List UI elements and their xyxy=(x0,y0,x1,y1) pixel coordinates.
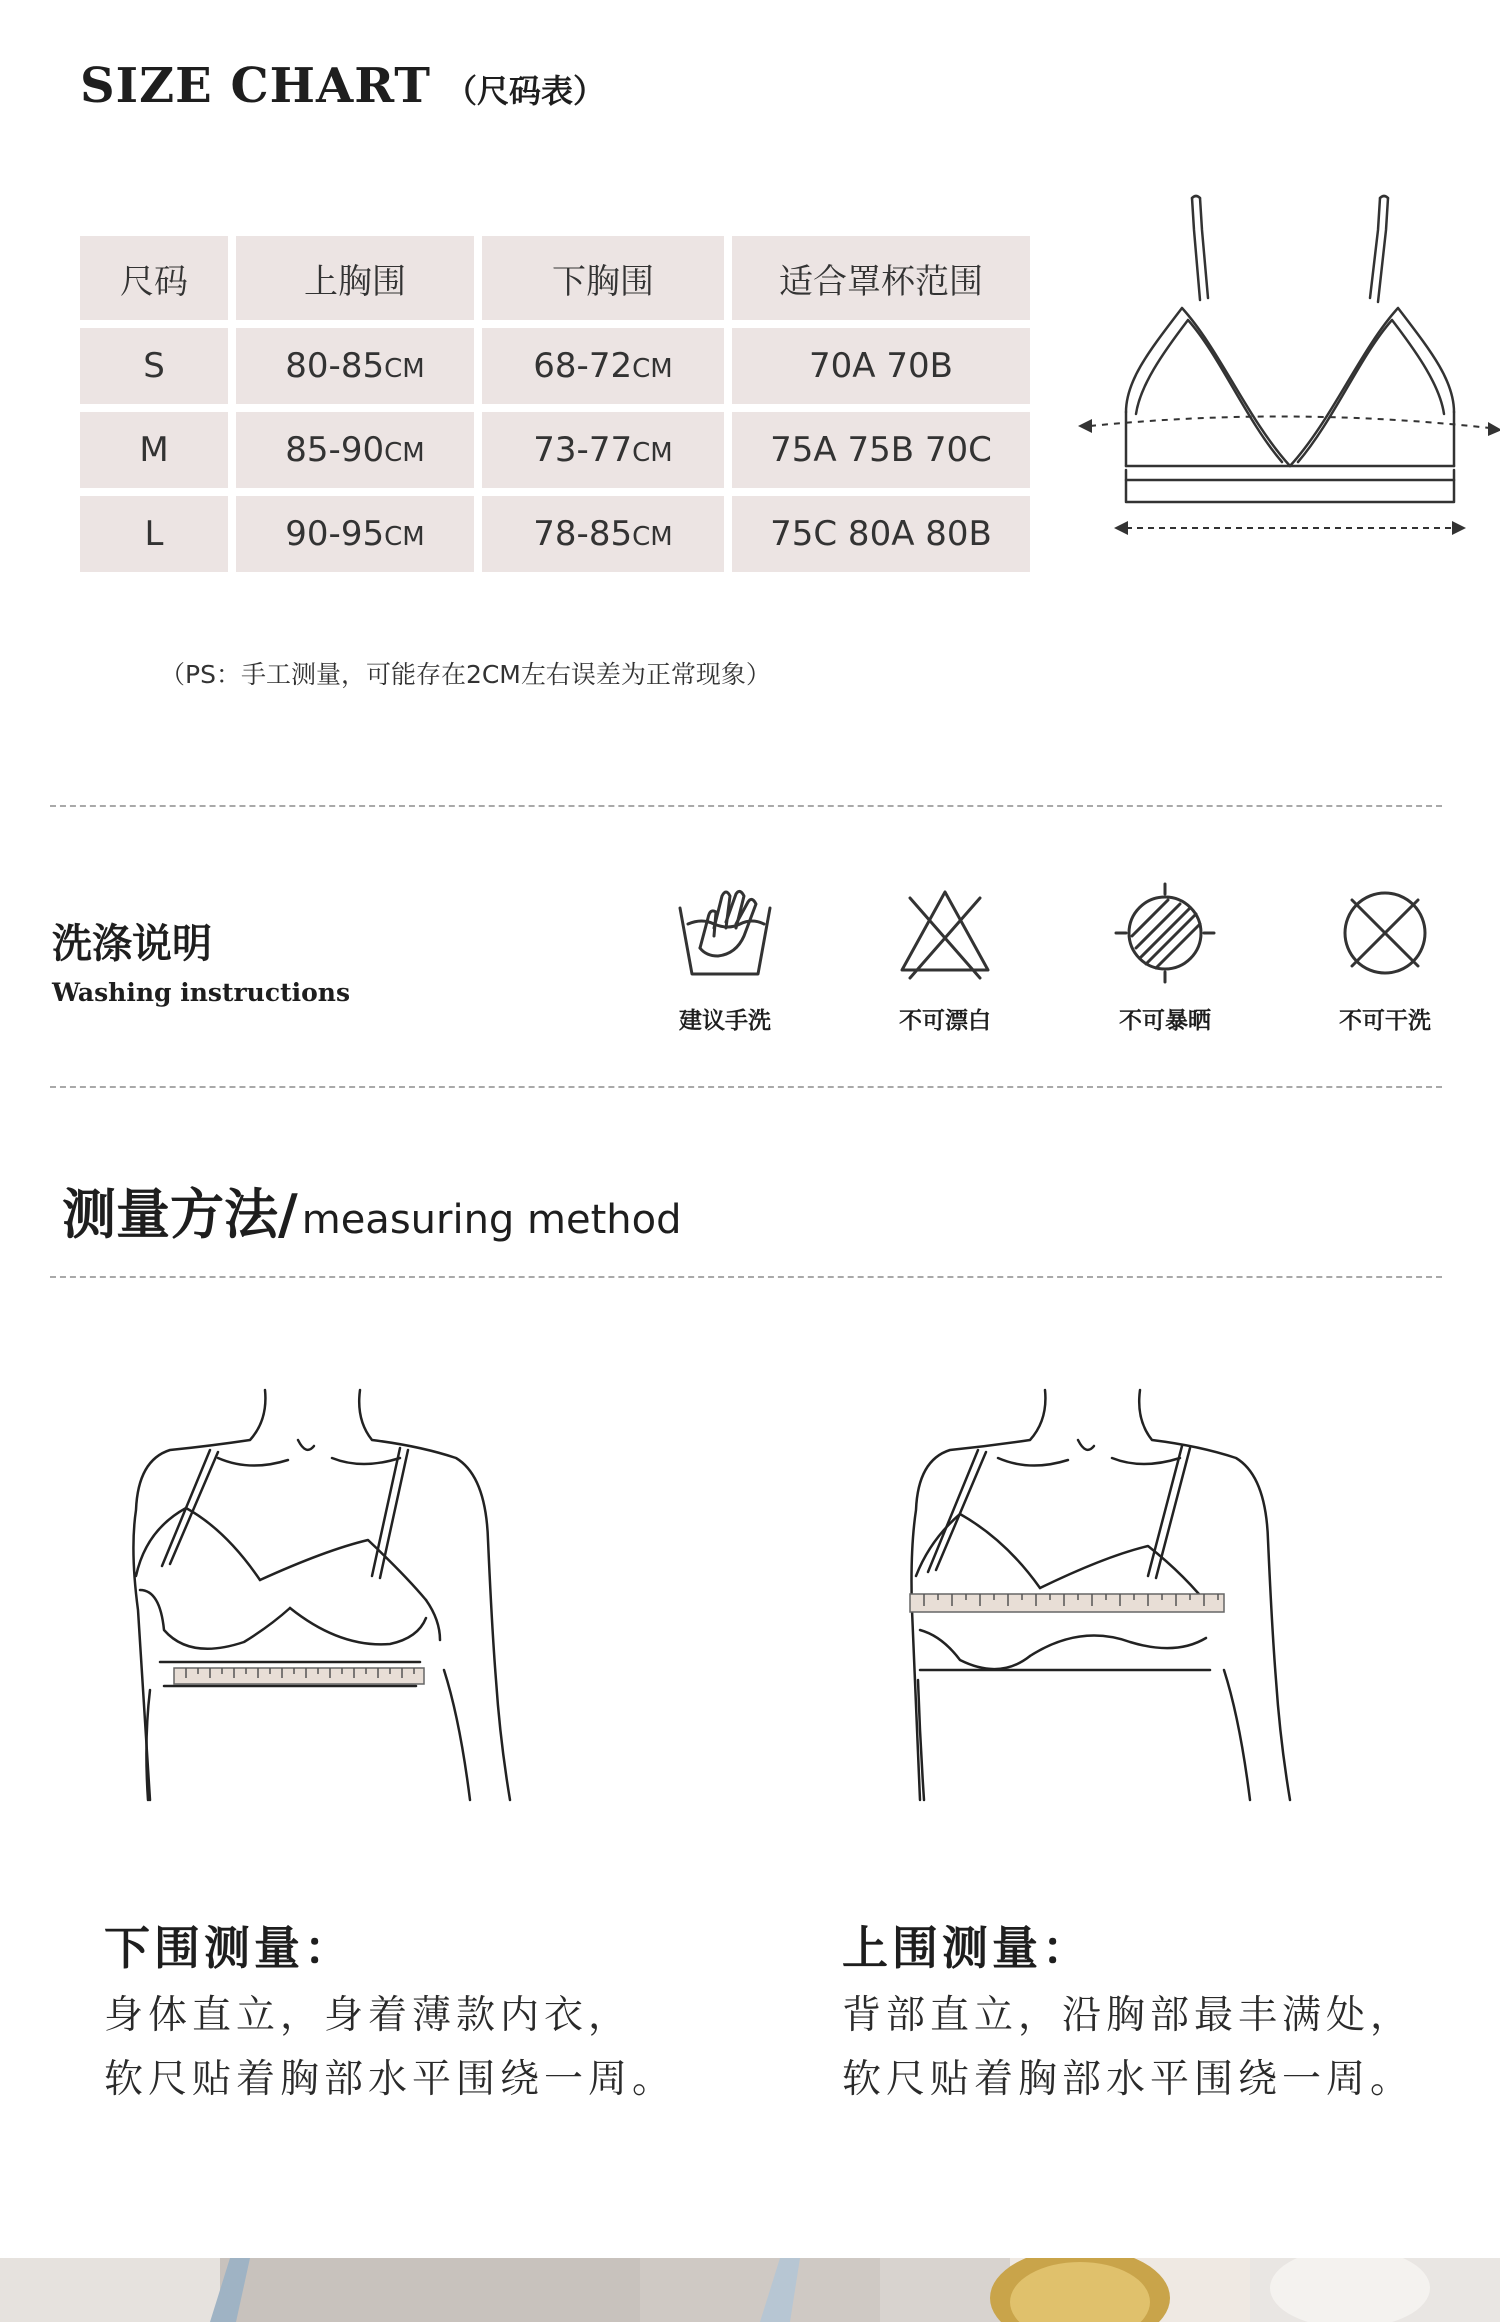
size-cell: S xyxy=(80,328,228,404)
size-chart-subtitle: （尺码表） xyxy=(445,72,606,110)
cup-range-cell: 70A 70B xyxy=(732,328,1030,404)
under-bust-value: 73-77 xyxy=(533,430,633,470)
unit-label: CM xyxy=(384,522,425,552)
under-bust-step-title: 下围测量： xyxy=(104,1921,354,1975)
wash-item-hand-wash xyxy=(640,878,810,1035)
table-row xyxy=(80,412,1030,488)
measuring-title-en: measuring method xyxy=(301,1197,682,1243)
wash-label: 建议手洗 xyxy=(679,1008,771,1034)
upper-bust-step-line: 背部直立，沿胸部最丰满处， xyxy=(842,1993,1415,2038)
divider xyxy=(50,1276,1442,1278)
divider xyxy=(50,805,1442,807)
upper-bust-step-line: 软尺贴着胸部水平围绕一周。 xyxy=(842,2057,1415,2102)
wash-item-no-dry-clean xyxy=(1300,878,1470,1035)
product-photo-strip xyxy=(0,2258,1500,2322)
size-table xyxy=(72,228,1038,580)
upper-bust-cell xyxy=(236,412,474,488)
size-cell: L xyxy=(80,496,228,572)
size-chart-title xyxy=(80,58,605,114)
header-under-bust: 下胸围 xyxy=(482,236,724,320)
divider xyxy=(50,1086,1442,1088)
no-bleach-icon xyxy=(890,878,1000,988)
upper-bust-measure-figure xyxy=(880,1380,1340,1810)
under-bust-measure-figure xyxy=(100,1380,560,1810)
upper-bust-cell xyxy=(236,496,474,572)
under-bust-value: 78-85 xyxy=(533,514,633,554)
upper-bust-cell xyxy=(236,328,474,404)
header-size: 尺码 xyxy=(80,236,228,320)
upper-bust-value: 80-85 xyxy=(285,346,385,386)
cup-range-cell: 75C 80A 80B xyxy=(732,496,1030,572)
upper-bust-value: 90-95 xyxy=(285,514,385,554)
unit-label: CM xyxy=(384,438,425,468)
no-dry-clean-icon xyxy=(1330,878,1440,988)
measurement-note: （PS：手工测量，可能存在2CM左右误差为正常现象） xyxy=(160,660,771,689)
under-bust-step-line: 软尺贴着胸部水平围绕一周。 xyxy=(104,2057,677,2102)
measuring-method-title xyxy=(62,1172,682,1249)
wash-label: 不可暴晒 xyxy=(1119,1008,1211,1034)
table-row xyxy=(80,496,1030,572)
under-bust-cell xyxy=(482,328,724,404)
under-bust-cell xyxy=(482,412,724,488)
unit-label: CM xyxy=(632,354,673,384)
wash-label: 不可漂白 xyxy=(899,1008,991,1034)
header-upper-bust: 上胸围 xyxy=(236,236,474,320)
unit-label: CM xyxy=(632,438,673,468)
washing-subtitle: Washing instructions xyxy=(52,978,351,1007)
upper-bust-step-title: 上围测量： xyxy=(842,1921,1092,1975)
under-bust-cell xyxy=(482,496,724,572)
upper-bust-value: 85-90 xyxy=(285,430,385,470)
cup-range-cell: 75A 75B 70C xyxy=(732,412,1030,488)
under-bust-step-line: 身体直立，身着薄款内衣， xyxy=(104,1993,633,2038)
hand-wash-icon xyxy=(670,878,780,988)
size-table-header xyxy=(80,236,1030,320)
product-photo xyxy=(0,2258,1500,2322)
measuring-title-zh: 测量方法/ xyxy=(62,1182,298,1246)
size-chart-title-text: SIZE CHART xyxy=(80,58,432,114)
header-cup-range: 适合罩杯范围 xyxy=(732,236,1030,320)
wash-item-no-bleach xyxy=(860,878,1030,1035)
washing-title: 洗涤说明 xyxy=(52,920,212,967)
bra-measurement-diagram xyxy=(1070,190,1500,550)
wash-label: 不可干洗 xyxy=(1339,1008,1431,1034)
unit-label: CM xyxy=(632,522,673,552)
size-cell: M xyxy=(80,412,228,488)
table-row xyxy=(80,328,1030,404)
unit-label: CM xyxy=(384,354,425,384)
no-sun-icon xyxy=(1110,878,1220,988)
wash-item-no-sun xyxy=(1080,878,1250,1035)
under-bust-value: 68-72 xyxy=(533,346,633,386)
